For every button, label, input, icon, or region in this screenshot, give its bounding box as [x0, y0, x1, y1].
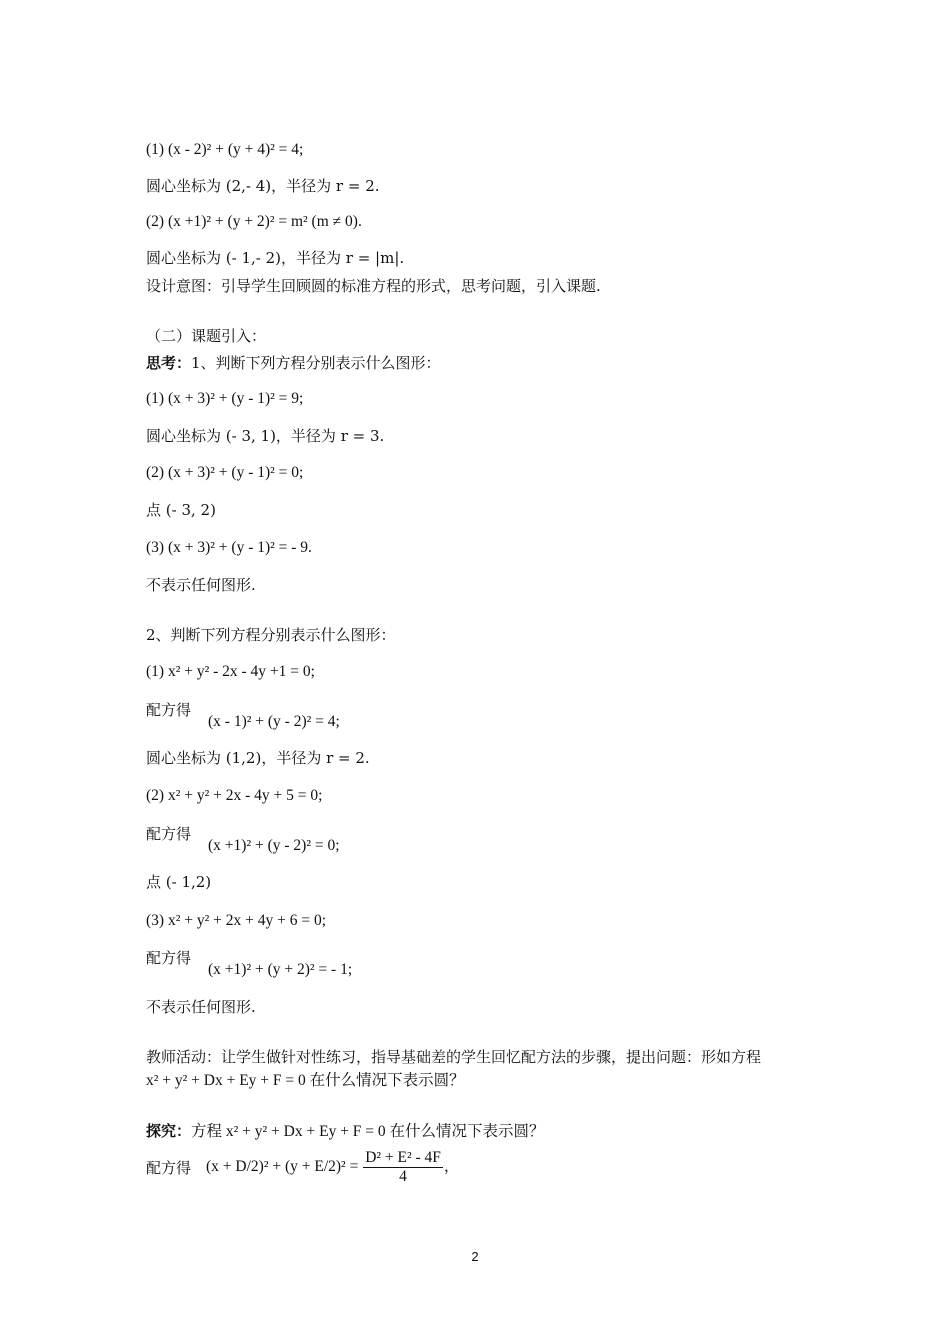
text-line-4: 圆心坐标为 (- 1,- 2)，半径为 r = |m|.: [146, 249, 405, 267]
complete-square-label-3: 配方得: [146, 949, 192, 967]
explore-prompt: [146, 1121, 545, 1142]
text-line-17: 圆心坐标为 (1,2)，半径为 r = 2.: [146, 749, 370, 767]
eq-27-left: (x + D/2)² + (y + E/2)² =: [206, 1158, 359, 1175]
eq-line-8: (1) (x + 3)² + (y - 1)² = 9;: [146, 390, 304, 407]
eq-line-18: (2) x² + y² + 2x - 4y + 5 = 0;: [146, 787, 323, 804]
eq-line-16: (x - 1)² + (y - 2)² = 4;: [208, 713, 340, 730]
eq-27-fraction: [363, 1149, 443, 1186]
eq-27-numerator: D² + E² - 4F: [365, 1148, 441, 1166]
text-line-11: 点 (- 3, 2): [146, 501, 216, 519]
complete-square-label-4: 配方得: [146, 1159, 192, 1177]
design-intent: 设计意图：引导学生回顾圆的标准方程的形式，思考问题，引入课题.: [146, 277, 601, 295]
eq-line-25: x² + y² + Dx + Ey + F = 0 在什么情况下表示圆？: [146, 1072, 465, 1089]
think-label: 思考：: [146, 354, 192, 372]
eq-line-19: (x +1)² + (y - 2)² = 0;: [208, 837, 340, 854]
think-text: 1、判断下列方程分别表示什么图形：: [191, 354, 441, 372]
eq-line-15: (1) x² + y² - 2x - 4y +1 = 0;: [146, 663, 315, 680]
text-line-20: 点 (- 1,2): [146, 873, 212, 891]
page-number: 2: [471, 1249, 479, 1264]
text-line-9: 圆心坐标为 (- 3, 1)，半径为 r = 3.: [146, 427, 385, 445]
complete-square-label-1: 配方得: [146, 701, 192, 719]
teacher-activity: 教师活动：让学生做针对性练习，指导基础差的学生回忆配方法的步骤，提出问题：形如方程: [146, 1048, 762, 1066]
question-2: 2、判断下列方程分别表示什么图形：: [146, 626, 396, 644]
text-line-2: 圆心坐标为 (2,- 4)，半径为 r = 2.: [146, 177, 380, 195]
eq-line-10: (2) (x + 3)² + (y - 1)² = 0;: [146, 464, 304, 481]
explore-label: 探究：: [146, 1122, 192, 1140]
eq-line-3: (2) (x +1)² + (y + 2)² = m² (m ≠ 0).: [146, 213, 362, 230]
eq-line-22: (x +1)² + (y + 2)² = - 1;: [208, 961, 353, 978]
section-heading: （二）课题引入：: [146, 327, 267, 345]
text-line-13: 不表示任何图形.: [146, 576, 256, 594]
eq-line-21: (3) x² + y² + 2x + 4y + 6 = 0;: [146, 912, 327, 929]
complete-square-label-2: 配方得: [146, 825, 192, 843]
explore-text: 方程 x² + y² + Dx + Ey + F = 0 在什么情况下表示圆？: [191, 1123, 545, 1140]
eq-line-1: (1) (x - 2)² + (y + 4)² = 4;: [146, 141, 304, 158]
eq-27-tail: ，: [443, 1158, 460, 1175]
eq-line-27: [206, 1148, 459, 1186]
text-line-23: 不表示任何图形.: [146, 998, 256, 1016]
think-prompt: [146, 353, 441, 373]
eq-line-12: (3) (x + 3)² + (y - 1)² = - 9.: [146, 539, 312, 556]
eq-27-denominator: 4: [399, 1167, 407, 1185]
